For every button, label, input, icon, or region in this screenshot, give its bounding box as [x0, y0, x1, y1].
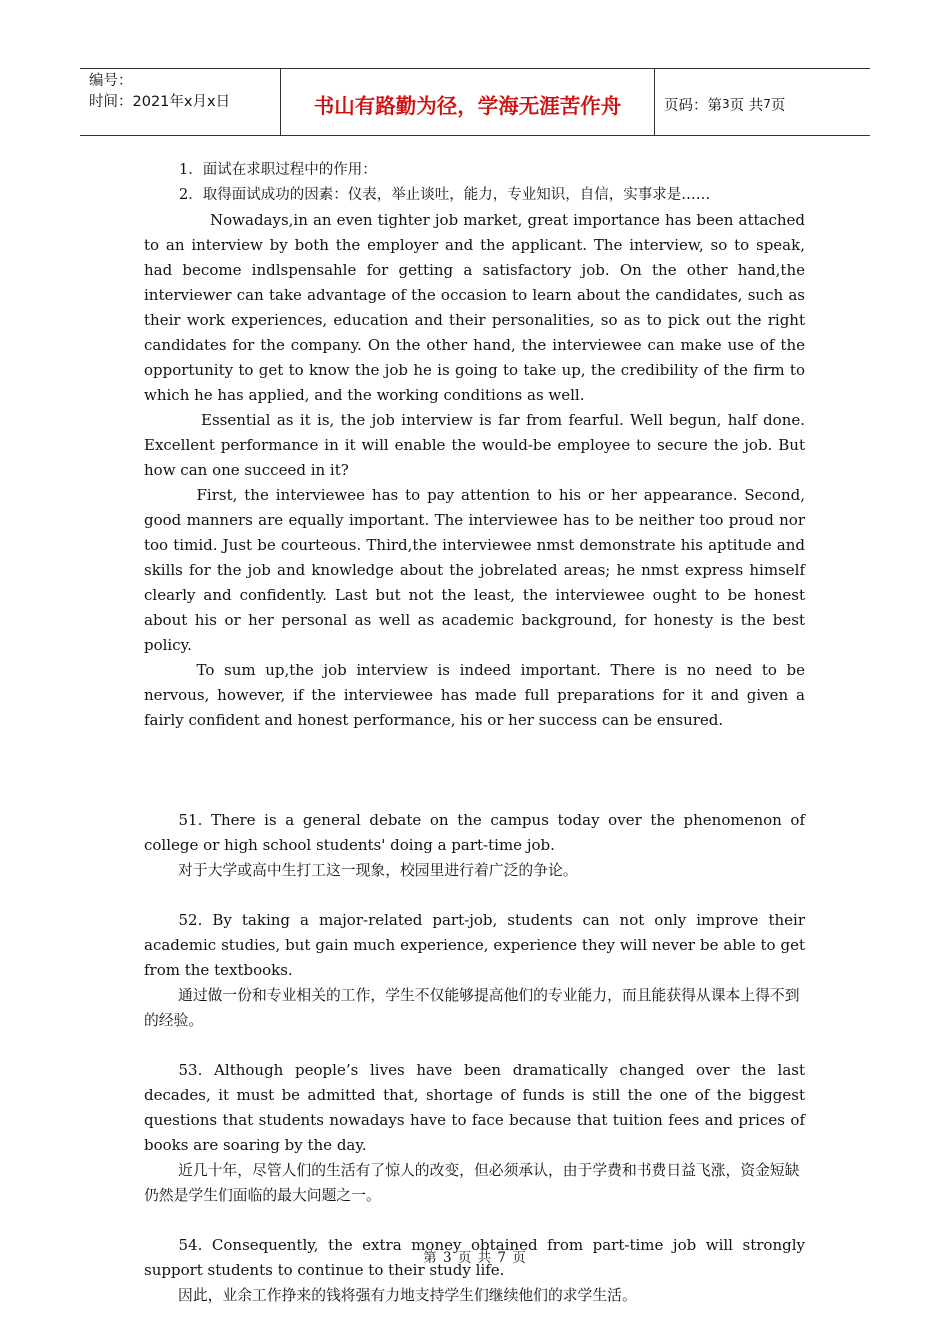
outline-item: 2．取得面试成功的因素：仪表，举止谈吐，能力，专业知识，自信，实事求是……	[179, 187, 711, 203]
page-label: 页码：第	[664, 97, 722, 114]
translation-english: 54. Consequently, the extra money obtained from part-time job will strongly support students to continue to their study life.	[144, 1236, 805, 1279]
page-header	[80, 68, 870, 136]
essay-paragraph: Essential as it is, the job interview is far from fearful. Well begun, half done. Excellent performance in it will enable the would-be employee to secure the job. But how can one succeed in it?	[144, 411, 805, 479]
translation-chinese: 对于大学或高中生打工这一现象，校园里进行着广泛的争论。	[178, 862, 578, 879]
time-label: 时间：	[89, 94, 133, 110]
outline-item: 1．面试在求职过程中的作用：	[179, 162, 377, 178]
page-mid: 页 共	[729, 97, 764, 114]
translation-chinese: 因此，业余工作挣来的钱将强有力地支持学生们继续他们的求学生活。	[178, 1287, 637, 1304]
essay-paragraph: To sum up,the job interview is indeed important. There is no need to be nervous, however, if the interviewee has made full preparations for it and given a fairly confident and honest performance, his or her success can be ensured.	[144, 661, 805, 729]
serial-label: 编号：	[89, 73, 133, 89]
header-motto: 书山有路勤为径，学海无涯苦作舟	[281, 69, 655, 135]
essay-paragraph: Nowadays,in an even tighter job market, great importance has been attached to an interview by both the employer and the applicant. The interview, so to speak, had become indlspensahle for getting a satisfactory job. On the other hand,the interviewer can take advantage of the occasion to learn about the candidates, such as their work experiences, education and their personalities, so as to pick out the right candidates for the company. On the other hand, the interviewee can make use of the opportunity to get to know the job he is going to take up, the credibility of the firm to which he has applied, and the working conditions as well.	[144, 211, 805, 404]
page-current: 3	[722, 97, 730, 111]
header-page-number	[655, 69, 870, 135]
document-body	[144, 158, 805, 1308]
essay-paragraph: First, the interviewee has to pay attention to his or her appearance. Second, good manners are equally important. The interviewee has to be neither too proud nor too timid. Just be courteous. Third,the interviewee nmst demonstrate his aptitude and skills for the job and knowledge about the jobrelated areas; he nmst express himself clearly and confidently. Last but not the least, the interviewee ought to be honest about his or her personal as well as academic background, for honesty is the best policy.	[144, 486, 805, 654]
translation-chinese: 通过做一份和专业相关的工作，学生不仅能够提高他们的专业能力，而且能获得从课本上得不到的经验。	[144, 987, 800, 1029]
time-line	[89, 92, 280, 113]
page-suffix: 页	[770, 97, 786, 114]
translation-english: 52. By taking a major-related part-job, students can not only improve their academic studies, but gain much experience, experience they will never be able to get from the textbooks.	[144, 911, 805, 979]
time-value: 2021年x月x日	[132, 94, 231, 110]
header-meta	[80, 69, 281, 135]
translation-english: 51. There is a general debate on the campus today over the phenomenon of college or high school students' doing a part-time job.	[144, 811, 805, 854]
translation-english: 53. Although people’s lives have been dramatically changed over the last decades, it must be admitted that, shortage of funds is still the one of the biggest questions that students nowadays have to face because that tuition fees and prices of books are soaring by the day.	[144, 1061, 805, 1154]
page-total: 7	[763, 97, 771, 111]
page-footer: 第 3 页 共 7 页	[423, 1250, 527, 1266]
translation-chinese: 近几十年，尽管人们的生活有了惊人的改变，但必须承认，由于学费和书费日益飞涨，资金短缺仍然是学生们面临的最大问题之一。	[144, 1162, 800, 1204]
